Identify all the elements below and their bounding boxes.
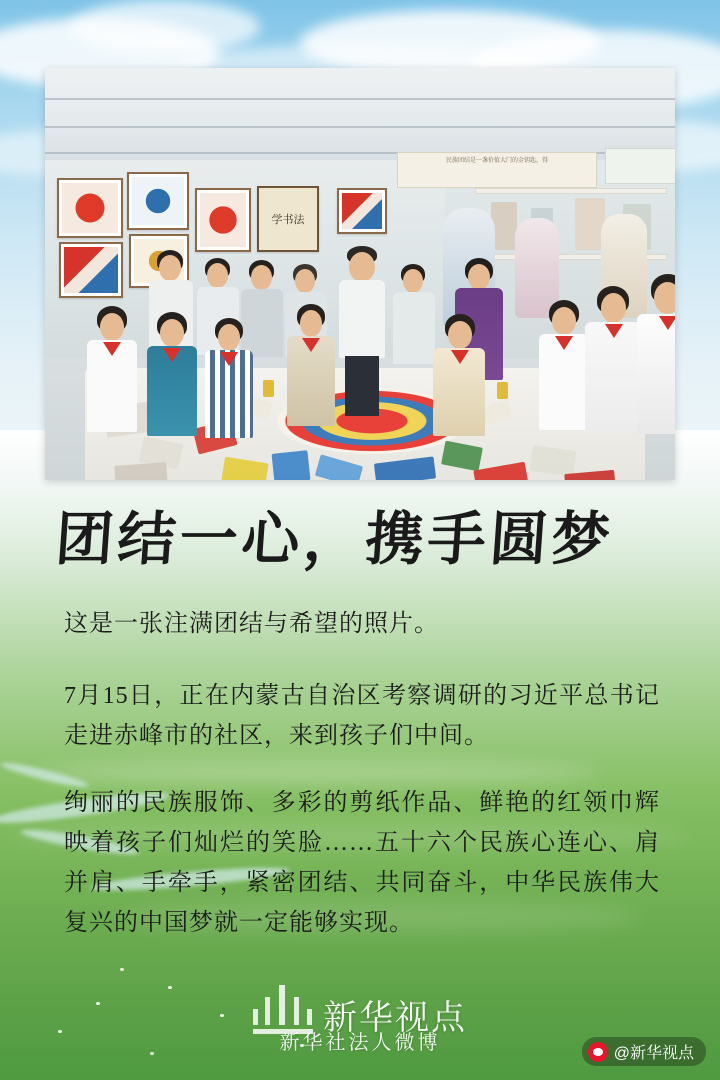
framed-artwork [337,188,387,234]
calligraphy-text: 学书法 [271,213,305,226]
ceiling-line [45,98,675,100]
body-paragraph-1: 这是一张注满团结与希望的照片。 [64,611,439,637]
body-paragraph-3: 绚丽的民族服饰、多彩的剪纸作品、鲜艳的红领巾辉映着孩子们灿烂的笑脸……五十六个民族心连心、肩并肩、手牵手，紧密团结、共同奋斗，中华民族伟大复兴的中国梦就一定能够实现。 [64,790,660,936]
photo-ceiling [45,68,675,164]
framed-artwork [57,178,123,238]
framed-artwork [195,188,251,252]
papercut-art [62,183,118,233]
papercut-art [200,193,246,247]
brand-subtitle: 新华社法人微博 [279,1032,441,1054]
paper-scrap [272,450,311,480]
page-title: 团结一心，携手圆梦 [53,505,617,573]
sheep-dot [120,968,124,971]
body-paragraph-2: 7月15日，正在内蒙古自治区考察调研的习近平总书记走进赤峰市的社区，来到孩子们中间。 [64,683,660,749]
photo-scene [45,68,675,480]
paper-scrap [114,462,167,480]
weibo-handle: @新华视点 [613,1045,694,1062]
display-shelf [475,188,667,194]
wall-banner: 民族团结是一盏价值大门的金钥匙，得 [397,152,597,188]
weibo-badge[interactable] [582,1037,706,1066]
papercut-art [132,177,184,225]
calligraphy-plaque [257,186,319,252]
ceiling-line [45,126,675,128]
glue-stick [497,382,508,399]
papercut-art [342,193,382,229]
cloud-icon [70,0,260,54]
papercut-art [64,247,118,293]
wall-banner-secondary [605,148,675,184]
glue-stick [263,380,274,397]
framed-artwork [59,242,123,298]
framed-artwork [127,172,189,230]
brand-name: 新华视点 [323,998,467,1037]
weibo-icon [588,1042,608,1062]
news-photo [45,68,675,480]
